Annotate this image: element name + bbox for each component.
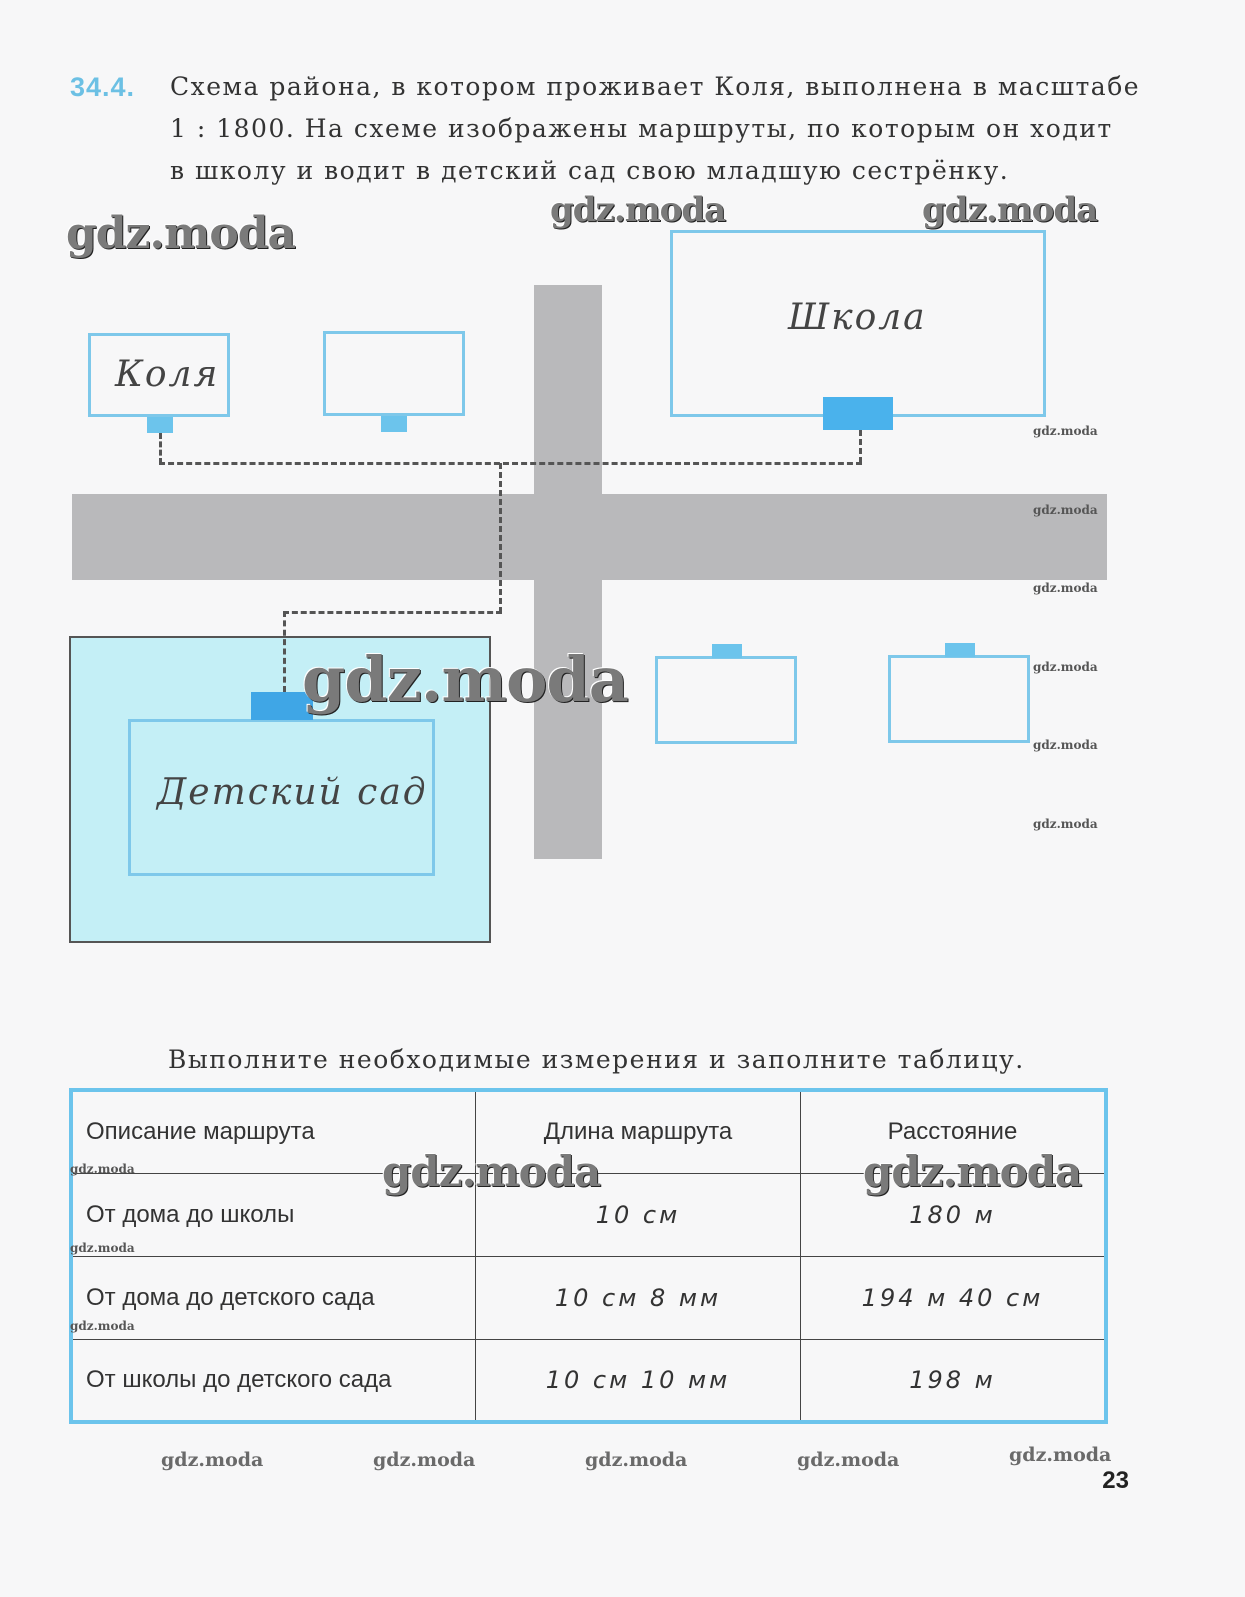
header-route: Описание маршрута [71,1090,476,1173]
header-length: Длина маршрута [476,1090,801,1173]
kolya-house [88,333,230,417]
watermark: gdz.moda [66,208,296,259]
watermark: gdz.moda [922,190,1098,230]
school-label: Школа [788,297,927,338]
house-lower-2-entrance [945,643,975,657]
route-lower-horizontal [283,611,502,614]
watermark: gdz.moda [1033,424,1098,438]
route-crossing [499,463,502,613]
watermark: gdz.moda [797,1449,900,1471]
watermark: gdz.moda [70,1241,135,1255]
route-description: От школы до детского сада [71,1339,476,1422]
kolya-label: Коля [115,354,220,395]
watermark: gdz.moda [373,1449,476,1471]
route-main-horizontal [159,462,862,465]
school-entrance [823,397,893,430]
neighbor-house [323,331,465,416]
task-text-line-2: 1 : 1800. На схеме изображены маршруты, по которым он ходит [170,114,1113,143]
route-length[interactable]: 10 см 8 мм [476,1256,801,1339]
watermark: gdz.moda [161,1449,264,1471]
watermark: gdz.moda [1033,581,1098,595]
route-distance[interactable]: 198 м [801,1339,1107,1422]
kolya-house-entrance [147,417,173,433]
watermark: gdz.moda [70,1319,135,1333]
watermark: gdz.moda [382,1147,601,1196]
watermark: gdz.moda [1033,660,1098,674]
routes-table [69,1088,1108,1424]
horizontal-road [72,494,1107,580]
route-description: От дома до школы [71,1173,476,1256]
header-distance: Расстояние [801,1090,1107,1173]
school-building [670,230,1046,417]
route-kolya-down [159,433,162,464]
watermark: gdz.moda [302,643,628,716]
route-distance[interactable]: 180 м [801,1173,1107,1256]
route-length[interactable]: 10 см [476,1173,801,1256]
house-lower-1-entrance [712,644,742,658]
route-description: От дома до детского сада [71,1256,476,1339]
instruction-text: Выполните необходимые измерения и заполните таблицу. [168,1045,1025,1074]
task-text-line-3: в школу и водит в детский сад свою младшую сестрёнку. [170,156,1010,185]
route-length[interactable]: 10 см 10 мм [476,1339,801,1422]
house-lower-1 [655,656,797,744]
house-lower-2 [888,655,1030,743]
table-row [71,1256,1106,1339]
watermark: gdz.moda [1033,503,1098,517]
watermark: gdz.moda [1033,738,1098,752]
task-text-line-1: Схема района, в котором проживает Коля, выполнена в масштабе [170,72,1141,101]
route-kindergarten-down [283,611,286,692]
kindergarten-label: Детский сад [157,772,428,813]
route-school-down [859,430,862,463]
watermark: gdz.moda [550,190,726,230]
task-number: 34.4. [70,72,136,102]
watermark: gdz.moda [1009,1444,1112,1466]
watermark: gdz.moda [585,1449,688,1471]
watermark: gdz.moda [70,1162,135,1176]
kindergarten-building [128,719,435,876]
table-row [71,1339,1106,1422]
page-number: 23 [1102,1467,1129,1494]
neighbor-house-entrance [381,416,407,432]
watermark: gdz.moda [1033,817,1098,831]
route-distance[interactable]: 194 м 40 см [801,1256,1107,1339]
watermark: gdz.moda [863,1147,1082,1196]
